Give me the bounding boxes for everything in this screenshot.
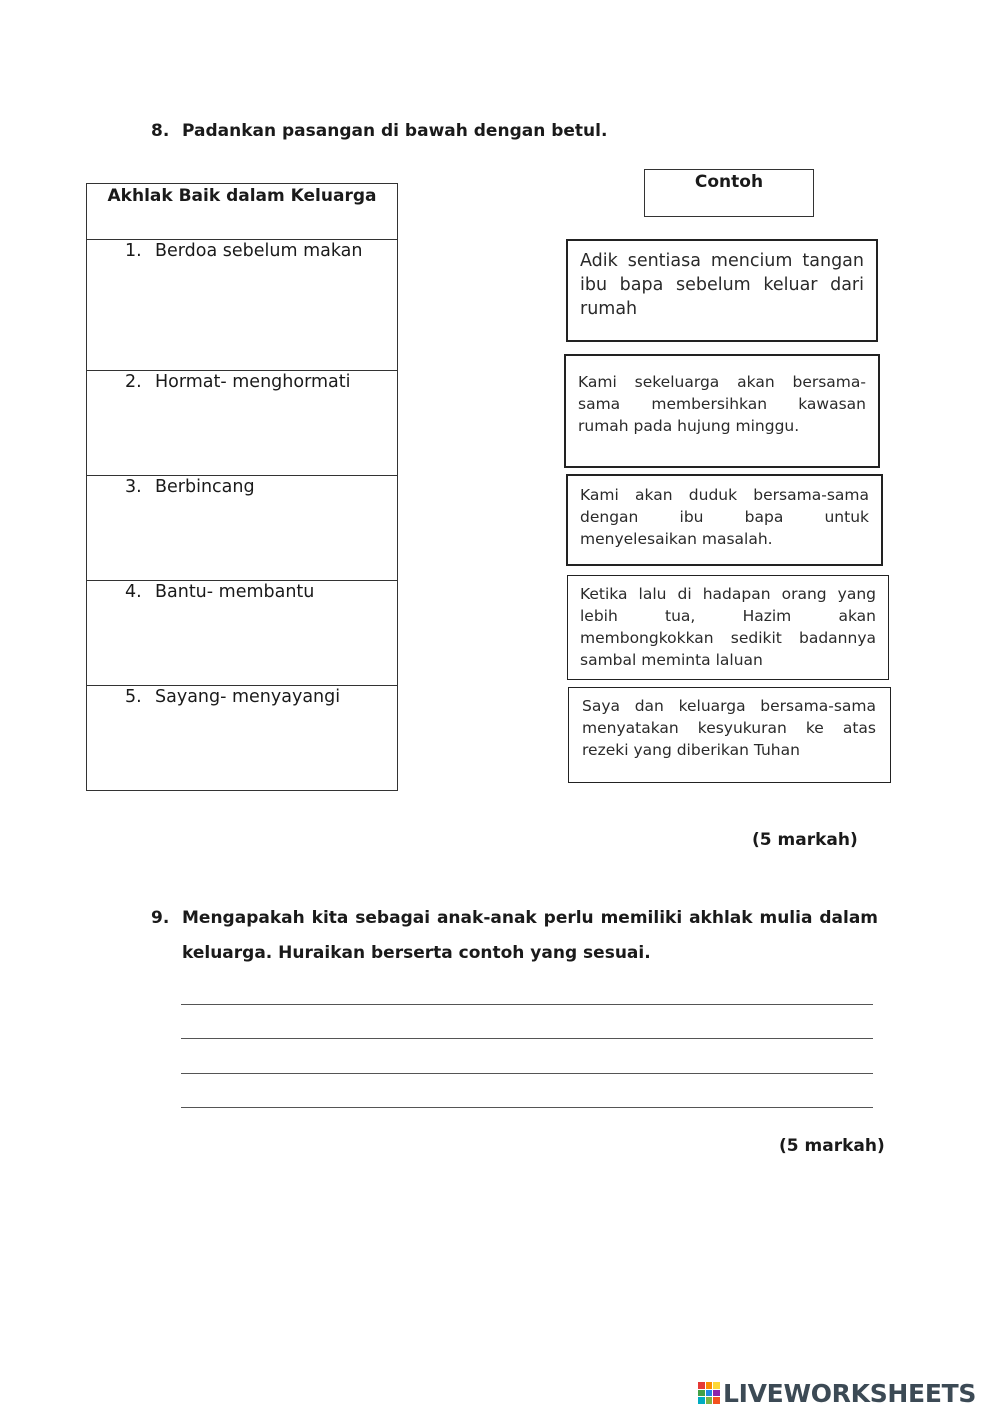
akhlak-table — [86, 183, 398, 791]
akhlak-row-label: Bantu- membantu — [155, 582, 315, 602]
akhlak-row-3[interactable] — [87, 476, 397, 581]
akhlak-table-header: Akhlak Baik dalam Keluarga — [87, 184, 397, 240]
akhlak-row-5[interactable] — [87, 686, 397, 790]
question-9-number: 9. — [151, 908, 170, 928]
akhlak-row-1[interactable] — [87, 240, 397, 371]
example-box-5[interactable]: Saya dan keluarga bersama-sama menyatakan kesyukuran ke atas rezeki yang diberikan Tuhan — [568, 687, 891, 783]
akhlak-row-label: Berdoa sebelum makan — [155, 241, 363, 261]
akhlak-row-label: Sayang- menyayangi — [155, 687, 341, 707]
akhlak-row-4[interactable] — [87, 581, 397, 686]
question-8-title — [151, 121, 607, 141]
liveworksheets-logo — [698, 1378, 976, 1408]
answer-line-4[interactable] — [181, 1107, 873, 1108]
akhlak-row-number: 1. — [125, 241, 142, 261]
answer-line-3[interactable] — [181, 1073, 873, 1074]
example-box-1[interactable]: Adik sentiasa mencium tangan ibu bapa sebelum keluar dari rumah — [566, 239, 878, 342]
question-8-text: Padankan pasangan di bawah dengan betul. — [182, 121, 608, 141]
liveworksheets-logo-text: LIVEWORKSHEETS — [723, 1378, 977, 1408]
akhlak-row-number: 4. — [125, 582, 142, 602]
question-8-number: 8. — [151, 121, 170, 141]
akhlak-row-2[interactable] — [87, 371, 397, 476]
example-box-3[interactable]: Kami akan duduk bersama-sama dengan ibu bapa untuk menyelesaikan masalah. — [566, 474, 883, 566]
question-9-marks: (5 markah) — [779, 1136, 885, 1156]
question-9 — [151, 901, 878, 971]
liveworksheets-logo-icon — [698, 1382, 720, 1404]
example-box-4[interactable]: Ketika lalu di hadapan orang yang lebih tua, Hazim akan membongkokkan sedikit badannya sambal meminta laluan — [567, 575, 889, 680]
answer-line-2[interactable] — [181, 1038, 873, 1039]
akhlak-row-label: Berbincang — [155, 477, 255, 497]
question-9-text-line-1: Mengapakah kita sebagai anak-anak perlu memiliki akhlak mulia dalam — [182, 908, 878, 928]
akhlak-row-number: 5. — [125, 687, 142, 707]
akhlak-row-label: Hormat- menghormati — [155, 372, 351, 392]
akhlak-row-number: 3. — [125, 477, 142, 497]
akhlak-row-number: 2. — [125, 372, 142, 392]
question-9-line-1 — [151, 901, 878, 936]
question-9-text-line-2: keluarga. Huraikan berserta contoh yang sesuai. — [182, 943, 651, 963]
question-8-marks: (5 markah) — [752, 830, 858, 850]
example-box-2[interactable]: Kami sekeluarga akan bersama-sama membersihkan kawasan rumah pada hujung minggu. — [564, 354, 880, 468]
contoh-header: Contoh — [644, 169, 814, 217]
answer-line-1[interactable] — [181, 1004, 873, 1005]
